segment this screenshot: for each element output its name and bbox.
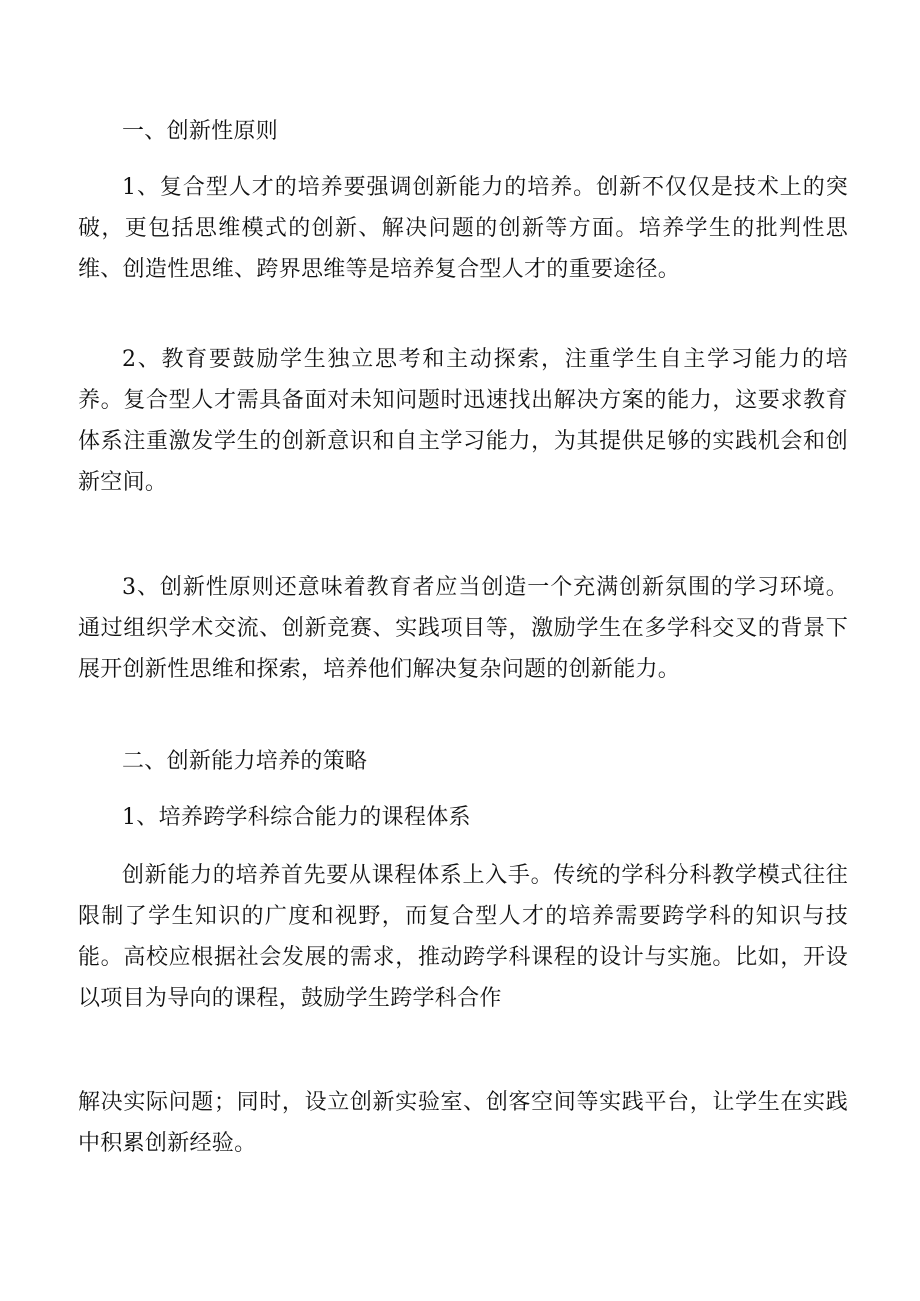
paragraph-principle-1: 1、复合型人才的培养要强调创新能力的培养。创新不仅仅是技术上的突破，更包括思维模式的创新、解决问题的创新等方面。培养学生的批判性思维、创造性思维、跨界思维等是培养复合型人才的重要途径。 (78, 175, 848, 282)
paragraph-curriculum: 创新能力的培养首先要从课程体系上入手。传统的学科分科教学模式往往限制了学生知识的广度和视野，而复合型人才的培养需要跨学科的知识与技能。高校应根据社会发展的需求，推动跨学科课程的设计与实施。比如，开设以项目为导向的课程，鼓励学生跨学科合作 (78, 863, 848, 1011)
paragraph-curriculum-continued: 解决实际问题；同时，设立创新实验室、创客空间等实践平台，让学生在实践中积累创新经验。 (78, 1090, 848, 1156)
subheading-curriculum-system: 1、培养跨学科综合能力的课程体系 (122, 805, 471, 830)
section-heading-innovation-principle: 一、创新性原则 (122, 119, 279, 144)
section-heading-strategy: 二、创新能力培养的策略 (122, 749, 368, 774)
paragraph-principle-2: 2、教育要鼓励学生独立思考和主动探索，注重学生自主学习能力的培养。复合型人才需具备面对未知问题时迅速找出解决方案的能力，这要求教育体系注重激发学生的创新意识和自主学习能力，为其提供足够的实践机会和创新空间。 (78, 347, 848, 495)
paragraph-principle-3: 3、创新性原则还意味着教育者应当创造一个充满创新氛围的学习环境。通过组织学术交流、创新竞赛、实践项目等，激励学生在多学科交叉的背景下展开创新性思维和探索，培养他们解决复杂问题的创新能力。 (78, 575, 848, 682)
